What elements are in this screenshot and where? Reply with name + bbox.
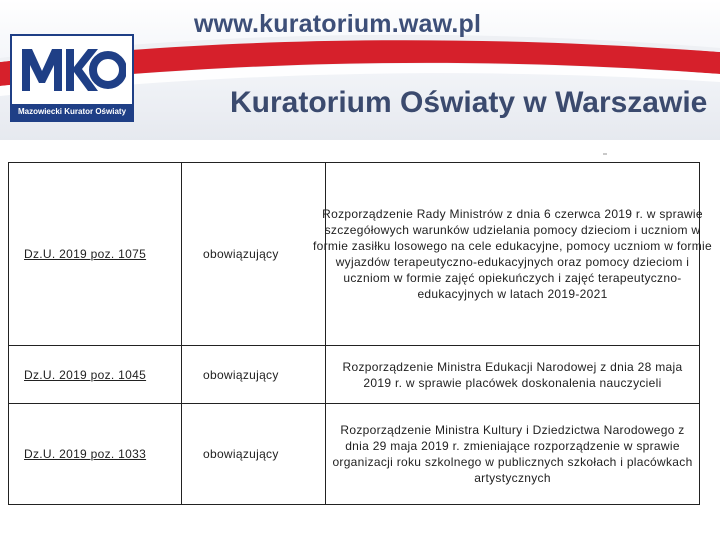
description-cell bbox=[326, 404, 700, 505]
reference-cell bbox=[9, 163, 182, 346]
description-cell bbox=[313, 163, 712, 346]
page-title: Kuratorium Oświaty w Warszawie bbox=[230, 86, 708, 119]
logo-caption: Mazowiecki Kurator Oświaty bbox=[12, 104, 132, 120]
reference-cell bbox=[9, 404, 182, 505]
act-reference-link[interactable]: Dz.U. 2019 poz. 1075 bbox=[24, 247, 147, 261]
mko-logo bbox=[10, 34, 134, 122]
site-url: www.kuratorium.waw.pl bbox=[194, 10, 482, 38]
mko-logo-icon bbox=[18, 39, 126, 97]
divider-dot bbox=[603, 153, 607, 155]
table-row bbox=[9, 163, 700, 346]
description-cell bbox=[326, 346, 700, 404]
reference-cell bbox=[9, 346, 182, 404]
header-banner bbox=[0, 0, 720, 140]
table-row bbox=[9, 346, 700, 404]
status-cell: obowiązujący bbox=[182, 404, 326, 505]
act-reference-link[interactable]: Dz.U. 2019 poz. 1045 bbox=[24, 367, 147, 382]
status-cell: obowiązujący bbox=[182, 163, 326, 346]
act-description: Rozporządzenie Rady Ministrów z dnia 6 czerwca 2019 r. w sprawie szczegółowych warunków udzielania pomocy dzieciom i uczniom w formie zasiłku losowego na cele edukacyjne, pomocy uczniom w formie wyjazdów terapeutyczno-edukacyjnych oraz pomocy dzieciom i uczniom w formie zajęć opiekuńczych i zajęć terapeutyczno-edukacyjnych w latach 2019-2021 bbox=[313, 207, 712, 301]
act-description: Rozporządzenie Ministra Kultury i Dziedzictwa Narodowego z dnia 29 maja 2019 r. zmieniające rozporządzenie w sprawie organizacji roku szkolnego w publicznych szkołach i placówkach artystycznych bbox=[332, 423, 693, 485]
status-cell: obowiązujący bbox=[182, 346, 326, 404]
act-description: Rozporządzenie Ministra Edukacji Narodowej z dnia 28 maja 2019 r. w sprawie placówek doskonalenia nauczycieli bbox=[342, 359, 683, 390]
legal-acts-table bbox=[8, 162, 712, 505]
act-reference-link[interactable]: Dz.U. 2019 poz. 1033 bbox=[24, 447, 147, 461]
table-row bbox=[9, 404, 700, 505]
